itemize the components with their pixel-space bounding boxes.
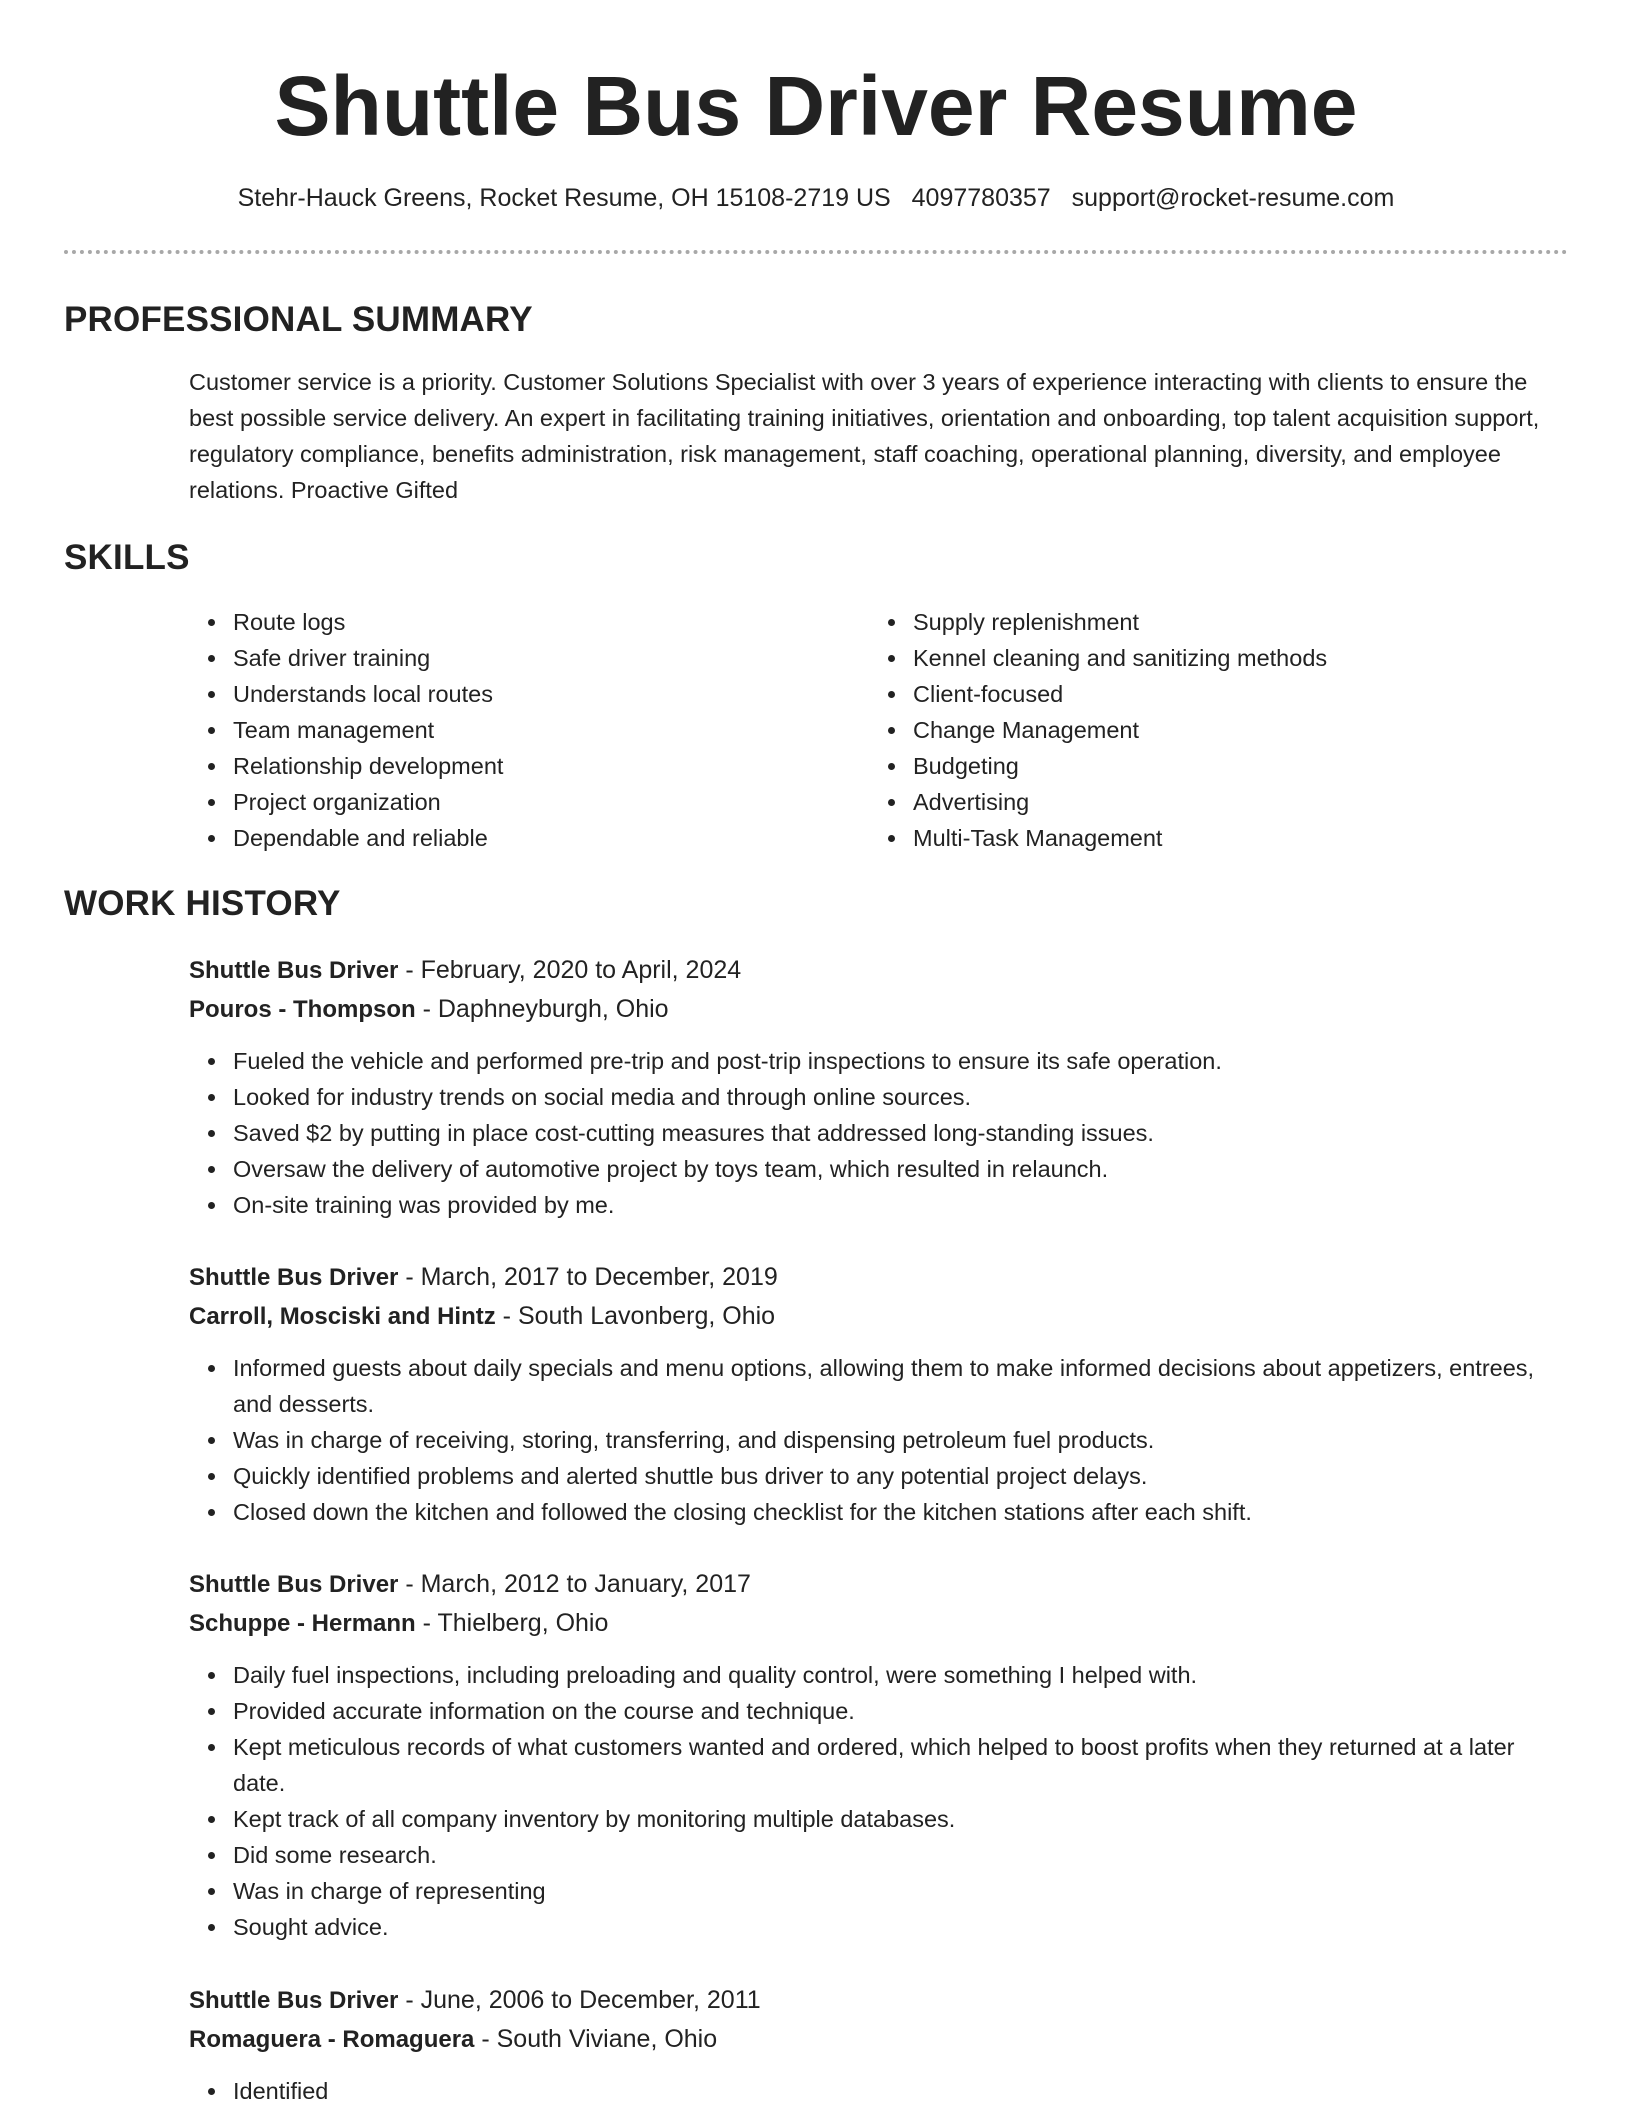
job-title-line [189, 951, 1569, 990]
job-company-line [189, 2020, 1569, 2059]
job-bullet: Provided accurate information on the course and technique. [189, 1693, 1569, 1729]
job-location: - South Lavonberg, Ohio [495, 1302, 776, 1330]
job-bullets [189, 2073, 1569, 2109]
job-bullet: Kept meticulous records of what customers wanted and ordered, which helped to boost profits when they returned at a later date. [189, 1729, 1569, 1801]
skill-item: Change Management [869, 712, 1529, 748]
resume-title: Shuttle Bus Driver Resume [274, 59, 1358, 153]
job-company-line [189, 1297, 1569, 1336]
job-entry [189, 951, 1569, 1223]
job-dates: - June, 2006 to December, 2011 [398, 1986, 761, 2014]
job-bullet: Fueled the vehicle and performed pre-trip and post-trip inspections to ensure its safe operation. [189, 1043, 1569, 1079]
job-company: Carroll, Mosciski and Hintz [189, 1303, 496, 1330]
job-company-line [189, 990, 1569, 1029]
contact-phone: 4097780357 [911, 184, 1051, 212]
skill-item: Client-focused [869, 676, 1529, 712]
job-entry [189, 1981, 1569, 2109]
job-company: Schuppe - Hermann [189, 1610, 416, 1637]
job-bullet: Did some research. [189, 1837, 1569, 1873]
job-entry [189, 1258, 1569, 1530]
job-dates: - March, 2012 to January, 2017 [398, 1570, 751, 1598]
job-bullet: Identified [189, 2073, 1569, 2109]
job-bullet: Oversaw the delivery of automotive project by toys team, which resulted in relaunch. [189, 1151, 1569, 1187]
job-dates: - March, 2017 to December, 2019 [398, 1263, 778, 1291]
job-company: Romaguera - Romaguera [189, 2026, 475, 2053]
job-bullets [189, 1657, 1569, 1945]
skills-list-right [869, 604, 1529, 856]
skill-item: Supply replenishment [869, 604, 1529, 640]
job-bullets [189, 1043, 1569, 1223]
job-bullet: Quickly identified problems and alerted shuttle bus driver to any potential project delays. [189, 1458, 1569, 1494]
job-bullet: Was in charge of representing [189, 1873, 1569, 1909]
job-bullet: On-site training was provided by me. [189, 1187, 1569, 1223]
job-bullet: Saved $2 by putting in place cost-cutting measures that addressed long-standing issues. [189, 1115, 1569, 1151]
skill-item: Project organization [189, 784, 849, 820]
skill-item: Advertising [869, 784, 1529, 820]
job-title-line [189, 1258, 1569, 1297]
skill-item: Kennel cleaning and sanitizing methods [869, 640, 1529, 676]
work-history-heading: WORK HISTORY [64, 884, 341, 923]
job-title-line [189, 1565, 1569, 1604]
job-company-line [189, 1604, 1569, 1643]
skill-item: Team management [189, 712, 849, 748]
skill-item: Understands local routes [189, 676, 849, 712]
job-dates: - February, 2020 to April, 2024 [398, 956, 742, 984]
skill-item: Route logs [189, 604, 849, 640]
job-bullet: Sought advice. [189, 1909, 1569, 1945]
skills-heading: SKILLS [64, 538, 190, 577]
skills-list-left [189, 604, 849, 856]
job-bullet: Looked for industry trends on social media and through online sources. [189, 1079, 1569, 1115]
job-title-line [189, 1981, 1569, 2020]
job-location: - Thielberg, Ohio [415, 1609, 609, 1637]
job-bullets [189, 1350, 1569, 1530]
job-title: Shuttle Bus Driver [189, 1264, 399, 1291]
skill-item: Safe driver training [189, 640, 849, 676]
job-bullet: Daily fuel inspections, including preloading and quality control, were something I helped with. [189, 1657, 1569, 1693]
skill-item: Multi-Task Management [869, 820, 1529, 856]
job-title: Shuttle Bus Driver [189, 957, 399, 984]
job-bullet: Was in charge of receiving, storing, transferring, and dispensing petroleum fuel products. [189, 1422, 1569, 1458]
skill-item: Budgeting [869, 748, 1529, 784]
contact-address: Stehr-Hauck Greens, Rocket Resume, OH 15108-2719 US [237, 184, 891, 212]
job-bullet: Closed down the kitchen and followed the closing checklist for the kitchen stations after each shift. [189, 1494, 1569, 1530]
job-company: Pouros - Thompson [189, 996, 416, 1023]
contact-line [0, 180, 1632, 216]
job-title: Shuttle Bus Driver [189, 1987, 399, 2014]
job-bullet: Informed guests about daily specials and menu options, allowing them to make informed decisions about appetizers, entrees, and desserts. [189, 1350, 1569, 1422]
contact-email: support@rocket-resume.com [1071, 184, 1395, 212]
header-divider [64, 250, 1568, 254]
job-title: Shuttle Bus Driver [189, 1571, 399, 1598]
skill-item: Dependable and reliable [189, 820, 849, 856]
job-bullet: Kept track of all company inventory by monitoring multiple databases. [189, 1801, 1569, 1837]
job-location: - South Viviane, Ohio [474, 2025, 718, 2053]
job-location: - Daphneyburgh, Ohio [415, 995, 669, 1023]
summary-text: Customer service is a priority. Customer Solutions Specialist with over 3 years of experience interacting with clients to ensure the best possible service delivery. An expert in facilitating training initiatives, orientation and onboarding, top talent acquisition support, regulatory compliance, benefits administration, risk management, staff coaching, operational planning, diversity, and employee relations. Proactive Gifted [189, 369, 1540, 503]
skill-item: Relationship development [189, 748, 849, 784]
summary-heading: PROFESSIONAL SUMMARY [64, 300, 533, 339]
job-entry [189, 1565, 1569, 1945]
